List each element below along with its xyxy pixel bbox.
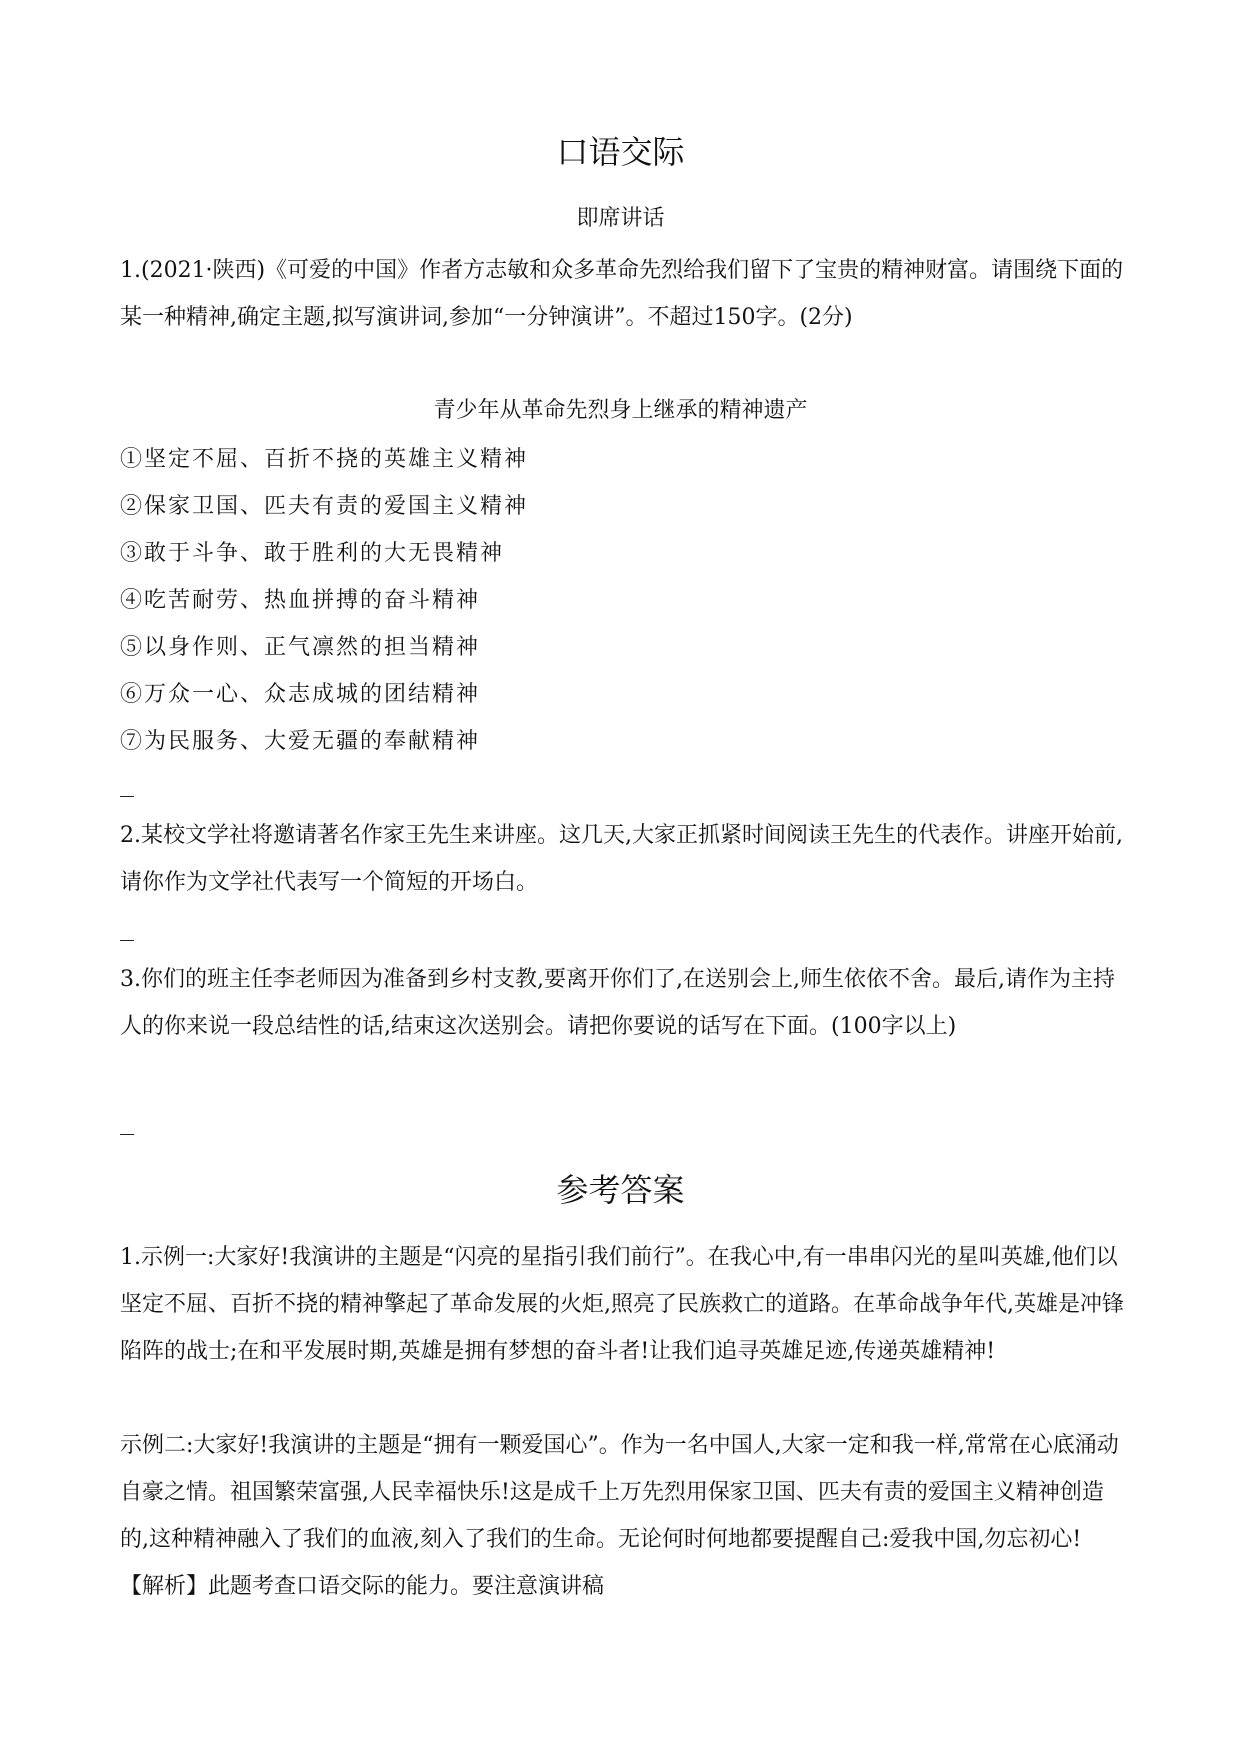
spirit-list — [120, 436, 820, 765]
answer-1-example-1: 1.示例一:大家好!我演讲的主题是“闪亮的星指引我们前行”。在我心中,有一串串闪光的星叫英雄,他们以坚定不屈、百折不挠的精神擎起了革命发展的火炬,照亮了民族救亡的道路。在革命战争年代,英雄是冲锋陷阵的战士;在和平发展时期,英雄是拥有梦想的奋斗者!让我们追寻英雄足迹,传递英雄精神! — [120, 1245, 1124, 1364]
answer-1-example-2: 示例二:大家好!我演讲的主题是“拥有一颗爱国心”。作为一名中国人,大家一定和我一样,常常在心底涌动自豪之情。祖国繁荣富强,人民幸福快乐!这是成千上万先烈用保家卫国、匹夫有责的爱国主义精神创造的,这种精神融入了我们的血液,刻入了我们的生命。无论何时何地都要提醒自己:爱我中国,勿忘初心! 【解析】此题考查口语交际的能力。要注意演讲稿 — [120, 1433, 1119, 1599]
list-item: ⑥万众一心、众志成城的团结精神 — [120, 682, 481, 707]
answer-blank-1 — [120, 796, 134, 797]
list-item: ⑤以身作则、正气凛然的担当精神 — [120, 635, 481, 660]
question-2-text: 2.某校文学社将邀请著名作家王先生来讲座。这几天,大家正抓紧时间阅读王先生的代表作。讲座开始前,请你作为文学社代表写一个简短的开场白。 — [120, 823, 1123, 895]
answer-blank-3 — [120, 1134, 134, 1135]
list-item: ④吃苦耐劳、热血拼搏的奋斗精神 — [120, 588, 481, 613]
page-title: 口语交际 — [556, 133, 685, 171]
answers-title: 参考答案 — [556, 1171, 685, 1209]
list-item: ⑦为民服务、大爱无疆的奉献精神 — [120, 729, 481, 754]
question-3-text: 3.你们的班主任李老师因为准备到乡村支教,要离开你们了,在送别会上,师生依依不舍。最后,请作为主持人的你来说一段总结性的话,结束这次送别会。请把你要说的话写在下面。(100字以上) — [120, 967, 1115, 1039]
section-heading: 即席讲话 — [576, 206, 665, 231]
question-1-text: 1.(2021·陕西)《可爱的中国》作者方志敏和众多革命先烈给我们留下了宝贵的精神财富。请围绕下面的某一种精神,确定主题,拟写演讲词,参加“一分钟演讲”。不超过150字。(2分) — [120, 258, 1124, 330]
list-item: ③敢于斗争、敢于胜利的大无畏精神 — [120, 541, 505, 566]
question-1-list-title: 青少年从革命先烈身上继承的精神遗产 — [433, 398, 808, 423]
list-item: ②保家卫国、匹夫有责的爱国主义精神 — [120, 494, 529, 519]
list-item: ①坚定不屈、百折不挠的英雄主义精神 — [120, 447, 529, 472]
answer-blank-2 — [120, 940, 134, 941]
